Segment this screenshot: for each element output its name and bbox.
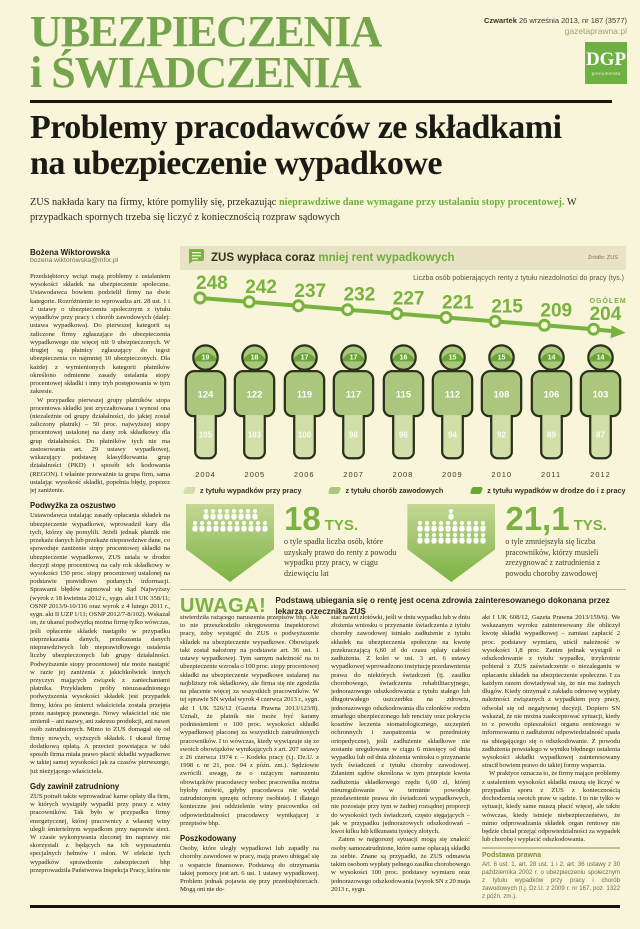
svg-text:17: 17 bbox=[349, 354, 358, 362]
paragraph: Przedsiębiorcy wciąż mają problemy z ustalaniem wysokości składek na ubezpieczenie społeczne. Ustawodawca bowiem podzielił firmy na dwie kategorie. Rozróżnienie to wprowadza art. 28 ust. 1 i 2 ustawy o ubezpieczeniu społecznym z tytułu wypadków przy pracy i chorób zawodowych (dalej: ustawa wypadkowa). Do pierwszej kategorii są zaliczone firmy zgłaszające do ubezpieczenia wypadkowego nie więcej niż 9 ubezpieczonych. W drugiej są płatnicy zgłaszający do tegoż ubezpieczenia co najmniej 10 ubezpieczonych. Dla każdej z wymienionych kategorii płatników określono odmienne zasady ustalania stopy procentowej składki i inny tryb postępowania w tym zakresie. bbox=[30, 273, 170, 396]
infographic-title-green: mniej rent wypadkowych bbox=[318, 252, 455, 264]
year-label: 2011 bbox=[541, 470, 562, 479]
subheading: Gdy zawinił zatrudniony bbox=[30, 781, 120, 791]
svg-text:215: 215 bbox=[491, 296, 523, 318]
paragraph: Osoby, które uległy wypadkowi lub zapadły na choroby zawodowe w pracy, mają prawo ubiegać się o wsparcie finansowe. Podstawą do otrzymania takiej pomocy jest art. 6 ust. 1 ustawy wypadkowej. Problem jednak pojawia się przy przedsiębiorcach. Mogą oni nie do- bbox=[180, 845, 319, 894]
stat-text bbox=[284, 500, 399, 582]
masthead bbox=[30, 7, 627, 97]
article-lede bbox=[30, 196, 614, 226]
column-1 bbox=[30, 248, 170, 902]
pictogram-2009 bbox=[428, 344, 477, 479]
lede-highlight: nieprawdziwe dane wymagane przy ustalaniu stopy procentowej. bbox=[278, 197, 565, 208]
svg-text:89: 89 bbox=[546, 430, 556, 440]
headline-line2: na ubezpieczenie wypadkowe bbox=[30, 144, 442, 182]
legend-label: z tytułu wypadków przy pracy bbox=[200, 486, 302, 495]
svg-text:98: 98 bbox=[349, 430, 359, 440]
svg-text:124: 124 bbox=[197, 389, 214, 400]
svg-text:16: 16 bbox=[399, 354, 407, 362]
header-rule bbox=[30, 100, 612, 103]
pictogram-2004 bbox=[181, 344, 230, 479]
svg-text:15: 15 bbox=[448, 354, 457, 362]
year-label: 2006 bbox=[293, 470, 315, 479]
legal-basis-box bbox=[482, 847, 620, 901]
stats-row bbox=[180, 500, 626, 582]
infographic-icon bbox=[188, 247, 205, 269]
legal-basis-text: Art. 6 ust. 1, art. 28 ust. 1 i 2, art. 36 ustawy z 30 października 2002 r. o ubezpieczeniu społecznym z tytułu wypadków przy pracy i chorób zawodowych (t.j. Dz.U. z 2009 r. nr 167, poz. 1322 z późn. zm.). bbox=[482, 861, 620, 901]
infographic-title-dark: ZUS wypłaca coraz bbox=[211, 252, 316, 264]
column-3 bbox=[331, 614, 470, 903]
legend-swatch-icon bbox=[183, 487, 196, 494]
legend-item bbox=[184, 486, 301, 495]
infographic-title bbox=[211, 252, 455, 264]
svg-text:248: 248 bbox=[196, 273, 228, 294]
dateline bbox=[484, 16, 627, 25]
stat-description: o tyle zmniejszyła się liczba pracowników, którzy musieli zrezygnować z zatrudnienia z powodu choroby zawodowej bbox=[505, 537, 601, 578]
svg-text:103: 103 bbox=[592, 389, 609, 400]
column-4 bbox=[482, 614, 620, 903]
year-label: 2008 bbox=[392, 470, 414, 479]
paragraph: akt I UK 608/12, Gazeta Prawna 2013/159/6). We wskazanym wyroku zainteresowany źle obliczył kwotę składki wypadkowej – zamiast zapłacić 2 proc. podstawy wymiaru, uiścił należność w wysokości 1,8 proc. Zanim jednak wystąpił o odszkodowanie z tytułu wypadku, trzykrotnie pobierał z ZUS zaświadczenie o niezaleganiu w opłacaniu składek na ubezpieczenie społeczne. I za każdym razem dowiadywał się, że nie ma żadnych długów. Kiedy otrzymał z zakładu odmowę wypłaty należności związanych z wypadkiem przy pracy, odwołał się od negatywnej decyzji. Dopiero SN wskazał, że nie można zaakceptować sytuacji, kiedy to z powodu opieszałości organu rentowego w informowaniu o zadłużeniu odpowiedzialność spada na ubiegającego się o odszkodowanie. Z powodu zadłużenia powstałego w wyniku błędnego ustalenia wysokości składki wypadkowej zainteresowany stracił bowiem prawo do takiej formy wsparcia. bbox=[482, 614, 620, 770]
bottom-rule bbox=[30, 905, 620, 908]
dgp-logo-subtext: prenumerata bbox=[591, 71, 621, 76]
legend-swatch-icon bbox=[470, 487, 483, 494]
pictogram-2006 bbox=[280, 344, 329, 479]
svg-text:115: 115 bbox=[395, 389, 411, 400]
site-link[interactable]: gazetaprawna.pl bbox=[564, 26, 627, 36]
svg-text:227: 227 bbox=[392, 288, 425, 310]
svg-text:87: 87 bbox=[596, 430, 605, 440]
legal-basis-heading: Podstawa prawna bbox=[482, 852, 542, 860]
pictogram-2012 bbox=[576, 344, 625, 479]
svg-text:204: 204 bbox=[589, 304, 622, 326]
svg-text:14: 14 bbox=[547, 354, 556, 362]
stat-block bbox=[186, 500, 399, 582]
byline-name: Bożena Wiktorowska bbox=[30, 248, 110, 257]
svg-text:94: 94 bbox=[447, 430, 457, 440]
down-arrow-icon bbox=[407, 504, 495, 582]
subheading: Poszkodowany bbox=[180, 834, 237, 844]
year-label: 2007 bbox=[343, 470, 364, 479]
svg-text:92: 92 bbox=[497, 430, 507, 440]
svg-text:OGÓŁEM: OGÓŁEM bbox=[589, 298, 627, 306]
paragraph: ZUS potrafi także wprowadzać karne opłaty dla firm, w których wystąpiły wypadki przy pracy z winy pracowników. Tak było w przypadku firmy energetycznej, której pracownicy z własnej winy ulegli śmiertelnym wypadkom przy naprawie sieci. W czasie wykonywania zleconej im naprawy nie skorzystali z będących na ich wyposażeniu specjalnych hełmów i osłon. W efekcie tych wypadków sprawdzenie zabezpieczeń bhp przeprowadziła Państwowa Inspekcja Pracy, która nie bbox=[30, 792, 170, 874]
weekday: Czwartek bbox=[483, 16, 517, 25]
svg-text:237: 237 bbox=[294, 280, 327, 302]
uwaga-text: Podstawą ubiegania się o rentę jest ocena zdrowia zainteresowanego dokonana przez lekarza orzecznika ZUS bbox=[275, 596, 610, 616]
chart-legend bbox=[180, 486, 626, 495]
dgp-logo-text: DGP bbox=[585, 49, 627, 70]
pictogram-2010 bbox=[477, 344, 526, 479]
chart-axis-note: Liczba osób pobierających renty z tytułu niezdolności do pracy (tys.) bbox=[413, 275, 624, 282]
pictogram-2008 bbox=[379, 344, 428, 479]
masthead-right bbox=[484, 16, 627, 84]
svg-text:108: 108 bbox=[493, 389, 510, 400]
people-icons bbox=[192, 509, 268, 532]
paragraph: stać nawet złotówki, jeśli w dniu wypadku lub w dniu złożenia wniosku o przyznanie świadczenia z tytułu choroby zawodowej istniało zadłużenie z tytułu składek na ubezpieczenia społeczne na kwotę przekraczającą 6,60 zł do czasu spłaty całości zadłużenia. Z kolei w ust. 3 art. 6 ustawy wypadkowej wprowadzono instytucję przedawnienia prawa do niektórych świadczeń (tj. zasiłku chorobowego, świadczenia rehabilitacyjnego, jednorazowego odszkodowania z tytułu stałego lub długotrwałego uszczerbku na zdrowiu, jednorazowego odszkodowania dla członków rodzin zmarłego ubezpieczonego lub rencisty oraz pokrycia kosztów leczenia stomatologicznego, szczepień ochronnych i zaopatrzenia w przedmioty ortopedyczne), jeśli zadłużenie składkowe nie zostanie uregulowane w ciągu 6 miesięcy od dnia wypadku lub od dnia złożenia wniosku o przyznanie tych świadczeń z tytułu choroby zawodowej. Zdaniem sądów określona w tym przepisie kwota zadłużenia składkowego rzędu 6,60 zł, której nieuregulowanie w terminie powoduje przedawnienie prawa do świadczeń wypadkowych, nie pozostaje przy tym w żadnej rozsądnej proporcji do wysokości tych świadczeń, często sięgających – jak w przypadku jednorazowych odszkodowań – kwot kilku lub kilkunastu tysięcy złotych. bbox=[331, 614, 470, 836]
column-2 bbox=[180, 614, 319, 903]
date-text: 26 września 2013, nr 187 (3577) bbox=[519, 16, 627, 25]
year-label: 2005 bbox=[244, 470, 266, 479]
svg-text:17: 17 bbox=[300, 354, 309, 362]
svg-text:232: 232 bbox=[343, 284, 376, 306]
svg-text:15: 15 bbox=[497, 354, 506, 362]
year-label: 2004 bbox=[195, 470, 216, 479]
svg-text:100: 100 bbox=[297, 430, 311, 440]
svg-text:122: 122 bbox=[247, 389, 263, 400]
paragraph: W przypadku pierwszej grupy płatników stopa procentowa składki jest zryczałtowana i wynosi ona (niezależnie od grupy działalności, do jakiej został zaliczony płatnik) – 50 proc. najwyższej stopy procentowej ustalonej na dany rok składkowy dla grup działalności. Do płatników tych nie ma zastosowania art. 29 ustawy wypadkowej, wskazujący podstawę klasyfikowania grup działalności (PKD) i sposób ich kodowania (REGON). I właśnie przeważnie ta grupa firm, sama ustalając wysokość składki, popełnia błędy, poprzez jej zaniżenie. bbox=[30, 396, 170, 495]
svg-text:14: 14 bbox=[596, 354, 605, 362]
legend-swatch-icon bbox=[328, 487, 341, 494]
headline-line1: Problemy pracodawców ze składkami bbox=[30, 109, 562, 146]
infographic-header bbox=[180, 246, 626, 270]
svg-text:103: 103 bbox=[248, 430, 262, 440]
year-label: 2012 bbox=[590, 470, 611, 479]
paragraph: W praktyce oznacza to, że firmy mające problemy z ustaleniem wysokości składki muszą się liczyć w przypadku sporu z ZUS z koniecznością dochodzenia swoich praw w sądzie. I to nie tylko w sytuacji, kiedy same muszą płacić więcej, ale także wówczas, kiedy istnieje niebezpieczeństwo, że mimo odprowadzania składek organ rentowy nie będzie chciał przejąć odpowiedzialności za wypadek lub chorobę i wypłacić odszkodowania. bbox=[482, 770, 620, 844]
pictogram-2005 bbox=[230, 344, 279, 479]
svg-text:119: 119 bbox=[296, 389, 312, 400]
lede-text: ZUS nakłada kary na firmy, które pomyliły się, przekazując bbox=[30, 197, 279, 208]
people-icons bbox=[417, 509, 486, 544]
svg-text:242: 242 bbox=[245, 276, 277, 298]
pictogram-2011 bbox=[527, 344, 576, 479]
uwaga-label: UWAGA! bbox=[180, 595, 267, 617]
paragraph: Ustawodawca ustalając zasady opłacania składek na ubezpieczenie wypadkowe, wprowadził kary dla tych, którzy się pomylili. Jeżeli jednak płatnik nie przekaże danych lub przekaże nieprawdziwe dane, co spowoduje zaniżenie stopy procentowej składki na ubezpieczenie wypadkowe, ZUS ustala w drodze decyzji stopę procentową na cały rok składkowy w wysokości 150 proc. stopy procentowej ustalonej na podstawie prawidłowo podanych informacji. Sprawami błędów zajmował się Sąd Najwyższy (wyrok z 18 kwietnia 2012 r., sygn. akt I UK 358/11; OSNP 2013/9-10/116 oraz wyrok z 4 lutego 2011 r., sygn. akt II UZP 1/11; OSNP 2012/7-8/102). Wskazał on, że ukarać podwyżką można firmę tylko wówczas, jeśli opłacenie składek nastąpiło w przypadku nieprzekazania danych, przekazania danych nieprawdziwych lub nieprawidłowego ustalenia liczby ubezpieczonych lub grupy działalności. Podwyższenie stopy procentowej nie może nastąpić w razie jej zaniżenia z jakichkolwiek innych przyczyn mających związek z zaniechaniami płatnika. Przykładem próby nieuzasadnionego podwyższenia wysokości składek jest przypadek firmy, która po śmierci właściciela została przejęta przez następcę prawnego. Nowy właściciel nic nie zmienił – ani nazwy, ani zakresu produkcji, ani nawet osób zatrudnionych. Mimo to ZUS domagał się od firmy nowych, wyższych składek. I ukarał firmę dodatkową opłatą. A przecież powstająca w taki sposób firma miała prawo płacić składki wypadkowe w takiej samej wysokości jak za czasów pierwszego, już nieżyjącego właściciela. bbox=[30, 512, 170, 775]
svg-text:18: 18 bbox=[250, 354, 259, 362]
svg-text:112: 112 bbox=[444, 389, 460, 400]
pictogram-2007 bbox=[329, 344, 378, 479]
infographic bbox=[180, 246, 627, 617]
paragraph: Zatem w najgorszej sytuacji mogą się znaleźć osoby samozatrudnione, które same opłacają składki za siebie. Znane są przypadki, że ZUS odmawia takim osobom wypłaty pełnego zasiłku chorobowego w wysokości 100 proc. podstawy wymiaru oraz jednorazowego odszkodowania (wyrok SN z 20 maja 2013 r., sygn. bbox=[331, 836, 470, 893]
legend-label: z tytułu chorób zawodowych bbox=[345, 486, 444, 495]
stat-text bbox=[505, 500, 620, 582]
paragraph: stwierdziła rażącego naruszenia przepisów bhp. Ale to nie przeszkodziło okręgowemu inspektorowi pracy, żeby wystąpić do ZUS o podwyższenie składek na ubezpieczenie wypadkowe. Obowiązek taki został nałożony na podstawie art. 36 ust. 1 ustawy wypadkowej. Tym samym należność na to ubezpieczenie wzrosła o 100 proc. stopy procentowej składki na ubezpieczenie wypadkowe ustalanej na najbliższy rok składkowy, ale firma się nie zgodziła na płacenie więcej za wszystkich pracowników. W tej sprawie SN wydał wyrok 4 czerwca 2013 r., sygn. akt I UK 526/12 (Gazeta Prawna 2013/123/8). Uznali, że płatnik nie może być karany podniesieniem o 100 proc. wysokości składki wypadkowej płaconej za wszystkich zatrudnionych pracowników. I to wówczas, kiedy wywiązuje się ze swoich obowiązków wynikających z art. 207 ustawy z 26 czerwca 1974 r. – Kodeks pracy (t.j. Dz.U. z 1998 r. nr 21, poz. 94 z późn. zm.). Sędziowie zwrócili uwagę, że o rażącym naruszeniu obowiązków pracodawcy wobec pracownika można byłoby mówić, gdyby pracodawca nie wydał zatrudnionym sprzętu ochrony osobistej. I dlatego konieczne jest oddzielenie winy pracownika od odpowiedzialności pracodawcy wynikającej z przepisów bhp. bbox=[180, 614, 319, 827]
section-title-line1: UBEZPIECZENIA bbox=[30, 7, 382, 56]
stat-value: 18 TYS. bbox=[284, 500, 359, 537]
section-title-line2: i ŚWIADCZENIA bbox=[30, 47, 361, 97]
year-label: 2009 bbox=[442, 470, 463, 479]
year-label: 2010 bbox=[491, 470, 513, 479]
article-headline bbox=[30, 110, 616, 181]
legend-item bbox=[471, 486, 625, 495]
chart-source: Źródło: ZUS bbox=[587, 254, 618, 261]
legend-label: z tytułu wypadków w drodze do i z pracy bbox=[487, 486, 626, 495]
dgp-logo bbox=[585, 42, 627, 84]
stat-value: 21,1 TYS. bbox=[505, 500, 607, 537]
pictogram-row bbox=[180, 344, 626, 479]
subheading: Podwyżka za oszustwo bbox=[30, 501, 116, 511]
svg-text:19: 19 bbox=[201, 354, 210, 362]
svg-text:117: 117 bbox=[346, 389, 362, 400]
svg-text:106: 106 bbox=[543, 389, 559, 400]
stat-description: o tyle spadła liczba osób, które uzyskały prawo do renty z powodu wypadku przy pracy, w ciągu dziewięciu lat bbox=[284, 537, 397, 578]
svg-text:96: 96 bbox=[398, 430, 408, 440]
svg-text:221: 221 bbox=[442, 292, 474, 314]
svg-text:105: 105 bbox=[198, 430, 213, 440]
byline-email[interactable]: bozena.wiktorowska@infor.pl bbox=[30, 257, 119, 264]
legend-item bbox=[329, 486, 443, 495]
svg-text:209: 209 bbox=[540, 300, 573, 322]
down-arrow-icon bbox=[186, 504, 274, 582]
lede-text-2: W przypadkach spornych trzeba się liczyć z koniecznością rozpraw sądowych bbox=[30, 197, 577, 223]
stat-block bbox=[407, 500, 620, 582]
